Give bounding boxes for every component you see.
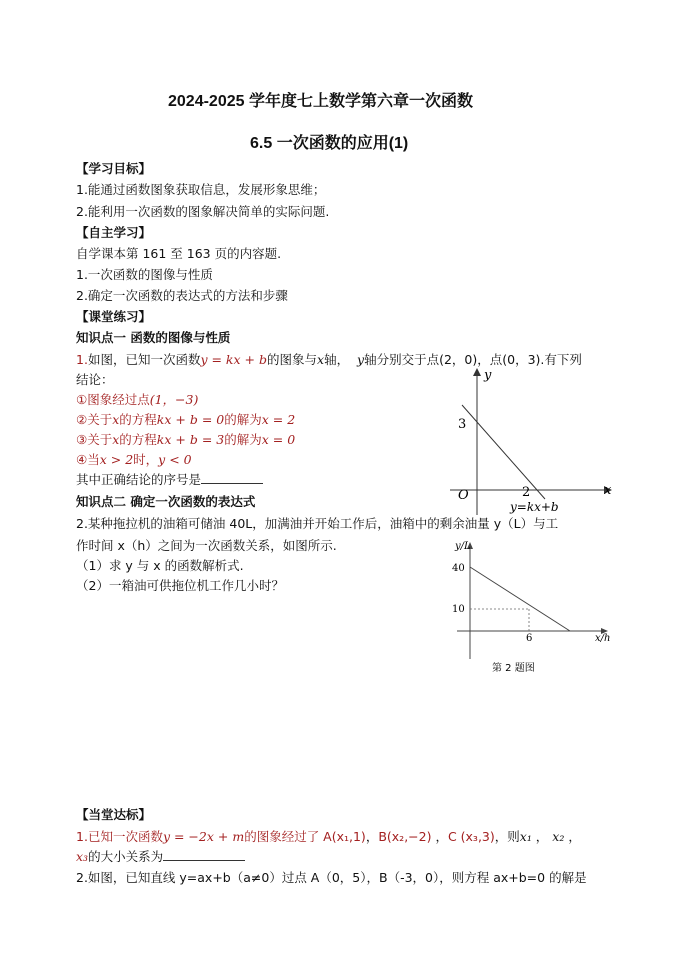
- q1-option-1: [76, 391, 198, 409]
- graph1-line-label: y=kx+b: [510, 500, 559, 514]
- option-4-post: 时，: [133, 452, 159, 467]
- target-q1-number: 1.: [76, 829, 88, 844]
- q2-line-2: 作时间 x（h）之间为一次函数关系，如图所示.: [76, 538, 337, 553]
- option-3-post: 的解为: [224, 432, 262, 447]
- graph2-caption: 第 2 题图: [492, 663, 535, 674]
- q1-y: y: [357, 352, 365, 367]
- q1-option-4: [76, 451, 192, 469]
- self-study-item-1: 自学课本第 161 至 163 页的内容题.: [76, 246, 282, 261]
- point-b: B(x₂,−2): [378, 829, 432, 844]
- target-q1-formula: y = −2x + m: [162, 829, 245, 844]
- option-2-ans: x = 2: [261, 412, 296, 427]
- knowledge-point-2: 知识点二 确定一次函数的表达式: [76, 494, 256, 509]
- graph2-y-label: y/L: [455, 541, 471, 552]
- goal-item-2: 2.能利用一次函数的图象解决简单的实际问题.: [76, 204, 330, 219]
- graph-1: [440, 365, 620, 525]
- answer-prompt-text: 其中正确结论的序号是: [76, 472, 202, 487]
- goals-heading: 【学习目标】: [76, 161, 152, 176]
- q1-option-2: [76, 411, 295, 429]
- option-3-var: x: [112, 432, 120, 447]
- q1-axis: 轴，: [324, 352, 350, 367]
- var-x3: x₃: [76, 849, 89, 864]
- graph1-x-label: x: [604, 483, 612, 498]
- q1-formula: y = kx + b: [200, 352, 267, 367]
- q2-sub-1: （1）求 y 与 x 的函数解析式.: [76, 558, 244, 573]
- option-3-pre: ③关于: [76, 432, 113, 447]
- class-practice-heading: 【课堂练习】: [76, 309, 152, 324]
- option-3-ans: x = 0: [261, 432, 296, 447]
- option-2-post: 的解为: [224, 412, 262, 427]
- page-title: 2024-2025 学年度七上数学第六章一次函数: [168, 93, 473, 110]
- goal-item-1: 1.能通过函数图象获取信息，发展形象思维；: [76, 182, 326, 197]
- option-2-var: x: [112, 412, 120, 427]
- option-4-ans: y < 0: [158, 452, 192, 467]
- self-study-item-2: 1.一次函数的图像与性质: [76, 267, 213, 282]
- q1-option-3: [76, 431, 295, 449]
- graph1-y-arrow: [473, 368, 481, 376]
- target-q1-line2-text: 的大小关系为: [88, 849, 164, 864]
- target-q1-line-2: [76, 848, 245, 866]
- q2-sub-2: （2）一箱油可供拖位机工作几小时？: [76, 578, 284, 593]
- var-x1: x₁: [519, 829, 532, 844]
- graph-2: [445, 537, 615, 677]
- self-study-item-3: 2.确定一次函数的表达式的方法和步骤: [76, 288, 288, 303]
- option-1-pre: ①图象经过点: [76, 392, 150, 407]
- answer-blank[interactable]: [201, 471, 263, 484]
- option-4-pre: ④当: [76, 452, 100, 467]
- option-3-math: kx + b = 3: [156, 432, 225, 447]
- q1-answer-prompt: [76, 471, 263, 489]
- q1-mid: 的图象与: [266, 352, 317, 367]
- graph1-line: [462, 405, 545, 499]
- target-heading: 【当堂达标】: [76, 807, 152, 822]
- q1-x: x: [317, 352, 325, 367]
- graph1-y-label: y: [484, 368, 492, 383]
- q1-rest: 轴分别交于点(2，0)，点(0，3).有下列: [364, 352, 582, 367]
- option-2-mid: 的方程: [119, 412, 157, 427]
- target-q1-mid: 的图象经过了: [244, 829, 324, 844]
- graph2-tick-6: 6: [526, 633, 533, 644]
- target-q1-then: ，则: [494, 829, 520, 844]
- option-1-math: (1，−3): [149, 392, 199, 407]
- graph1-origin: O: [458, 488, 469, 503]
- option-4-math: x > 2: [99, 452, 134, 467]
- graph1-tick-2: 2: [522, 485, 531, 500]
- self-study-heading: 【自主学习】: [76, 225, 152, 240]
- knowledge-point-1: 知识点一 函数的图像与性质: [76, 330, 231, 345]
- target-q1-blank[interactable]: [163, 848, 245, 861]
- target-q1-line-1: 1.已知一次函数y = −2x + m的图象经过了 A(x₁,1)，B(x₂,−2) ，C (x₃,3)，则x₁ ， x₂ ，: [76, 829, 581, 844]
- q2-line-1: 2.某种拖拉机的油箱可储油 40L，加满油并开始工作后，油箱中的剩余油量 y（L）与工: [76, 516, 559, 531]
- graph2-x-label: x/h: [595, 633, 611, 644]
- point-a: A(x₁,1): [323, 829, 366, 844]
- target-q2: 2.如图，已知直线 y=ax+b（a≠0）过点 A（0，5），B（-3，0），则方程 ax+b=0 的解是: [76, 870, 587, 885]
- graph2-line: [470, 567, 570, 631]
- q1-line2: 结论：: [76, 372, 114, 387]
- q1-number: 1.: [76, 352, 88, 367]
- target-q1-pre: 已知一次函数: [87, 829, 163, 844]
- option-2-pre: ②关于: [76, 412, 113, 427]
- graph1-tick-3: 3: [458, 417, 467, 432]
- option-3-mid: 的方程: [119, 432, 157, 447]
- q1-pre: 如图，已知一次函数: [87, 352, 201, 367]
- graph2-tick-40: 40: [452, 563, 465, 574]
- point-c: C (x₃,3): [447, 829, 495, 844]
- page-subtitle: 6.5 一次函数的应用(1): [250, 135, 409, 152]
- var-x2: x₂: [552, 829, 565, 844]
- graph2-tick-10: 10: [452, 604, 465, 615]
- option-2-math: kx + b = 0: [156, 412, 225, 427]
